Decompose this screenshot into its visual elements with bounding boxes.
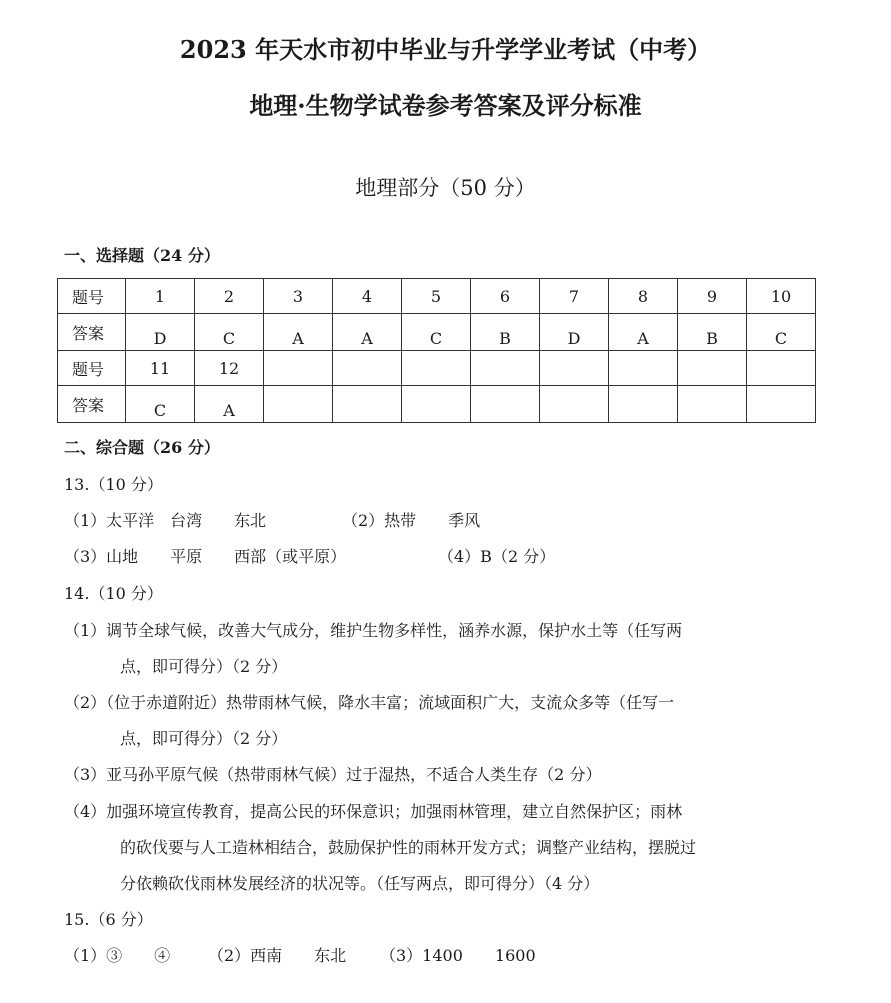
question-number-cell <box>609 351 678 386</box>
q14-line-2: 点，即可得分）（2 分） <box>120 657 288 676</box>
q14-line-1: （1）调节全球气候，改善大气成分，维护生物多样性，涵养水源，保护水土等（任写两 <box>64 621 683 640</box>
question-number-cell: 5 <box>402 279 471 314</box>
answer-cell <box>678 386 747 423</box>
q14-line-3: （2）（位于赤道附近）热带雨林气候，降水丰富；流域面积广大，支流众多等（任写一 <box>64 693 675 712</box>
answer-cell: A <box>333 314 402 351</box>
q15-line-3: （3）1400 1600 <box>380 946 536 965</box>
row-label: 题号 <box>58 279 126 314</box>
q13-line-4: （4）B（2 分） <box>438 547 556 566</box>
table-row <box>58 351 816 386</box>
q13-label: 13.（10 分） <box>64 475 163 494</box>
question-number-cell: 8 <box>609 279 678 314</box>
question-number-cell: 6 <box>471 279 540 314</box>
answer-cell: C <box>747 314 816 351</box>
answer-cell <box>609 386 678 423</box>
answer-cell <box>333 386 402 423</box>
q13-line-1: （1）太平洋 台湾 东北 <box>64 511 267 530</box>
q14-line-6: （4）加强环境宣传教育，提高公民的环保意识；加强雨林管理，建立自然保护区；雨林 <box>64 802 683 821</box>
answer-table <box>57 278 816 423</box>
row-label: 题号 <box>58 351 126 386</box>
section2-heading: 二、综合题（26 分） <box>64 438 220 457</box>
question-number-cell <box>678 351 747 386</box>
q13-line-3: （3）山地 平原 西部（或平原） <box>64 547 347 566</box>
question-number-cell: 2 <box>195 279 264 314</box>
question-number-cell <box>264 351 333 386</box>
answer-cell <box>747 386 816 423</box>
answer-cell: A <box>609 314 678 351</box>
question-number-cell: 11 <box>126 351 195 386</box>
answer-cell: A <box>195 386 264 423</box>
question-number-cell <box>747 351 816 386</box>
question-number-cell <box>540 351 609 386</box>
answer-cell: B <box>471 314 540 351</box>
answer-cell <box>471 386 540 423</box>
answer-cell: B <box>678 314 747 351</box>
table-row <box>58 314 816 351</box>
page-subtitle: 地理·生物学试卷参考答案及评分标准 <box>249 91 642 120</box>
q13-line-2: （2）热带 季风 <box>342 511 481 530</box>
page-title: 2023 年天水市初中毕业与升学学业考试（中考） <box>179 35 712 64</box>
answer-table-body <box>58 279 816 423</box>
answer-cell <box>264 386 333 423</box>
question-number-cell <box>333 351 402 386</box>
answer-cell: C <box>402 314 471 351</box>
q14-line-8: 分依赖砍伐雨林发展经济的状况等。（任写两点，即可得分）（4 分） <box>120 874 600 893</box>
question-number-cell: 3 <box>264 279 333 314</box>
question-number-cell <box>402 351 471 386</box>
question-number-cell: 9 <box>678 279 747 314</box>
q15-line-1: （1）③ ④ <box>64 946 171 965</box>
table-row <box>58 386 816 423</box>
part-title: 地理部分（50 分） <box>355 176 536 200</box>
answer-cell: C <box>195 314 264 351</box>
answer-cell: D <box>540 314 609 351</box>
question-number-cell: 12 <box>195 351 264 386</box>
question-number-cell: 1 <box>126 279 195 314</box>
answer-cell: A <box>264 314 333 351</box>
question-number-cell: 4 <box>333 279 402 314</box>
answer-cell <box>540 386 609 423</box>
answer-cell <box>402 386 471 423</box>
question-number-cell: 7 <box>540 279 609 314</box>
question-number-cell: 10 <box>747 279 816 314</box>
q15-line-2: （2）西南 东北 <box>208 946 347 965</box>
section1-heading: 一、选择题（24 分） <box>64 246 220 265</box>
table-row <box>58 279 816 314</box>
q14-line-4: 点，即可得分）（2 分） <box>120 729 288 748</box>
q14-line-5: （3）亚马孙平原气候（热带雨林气候）过于湿热，不适合人类生存（2 分） <box>64 765 602 784</box>
row-label: 答案 <box>58 314 126 351</box>
row-label: 答案 <box>58 386 126 423</box>
question-number-cell <box>471 351 540 386</box>
answer-cell: C <box>126 386 195 423</box>
q14-line-7: 的砍伐要与人工造林相结合，鼓励保护性的雨林开发方式；调整产业结构，摆脱过 <box>120 838 697 857</box>
q15-label: 15.（6 分） <box>64 910 153 929</box>
answer-cell: D <box>126 314 195 351</box>
q14-label: 14.（10 分） <box>64 584 163 603</box>
